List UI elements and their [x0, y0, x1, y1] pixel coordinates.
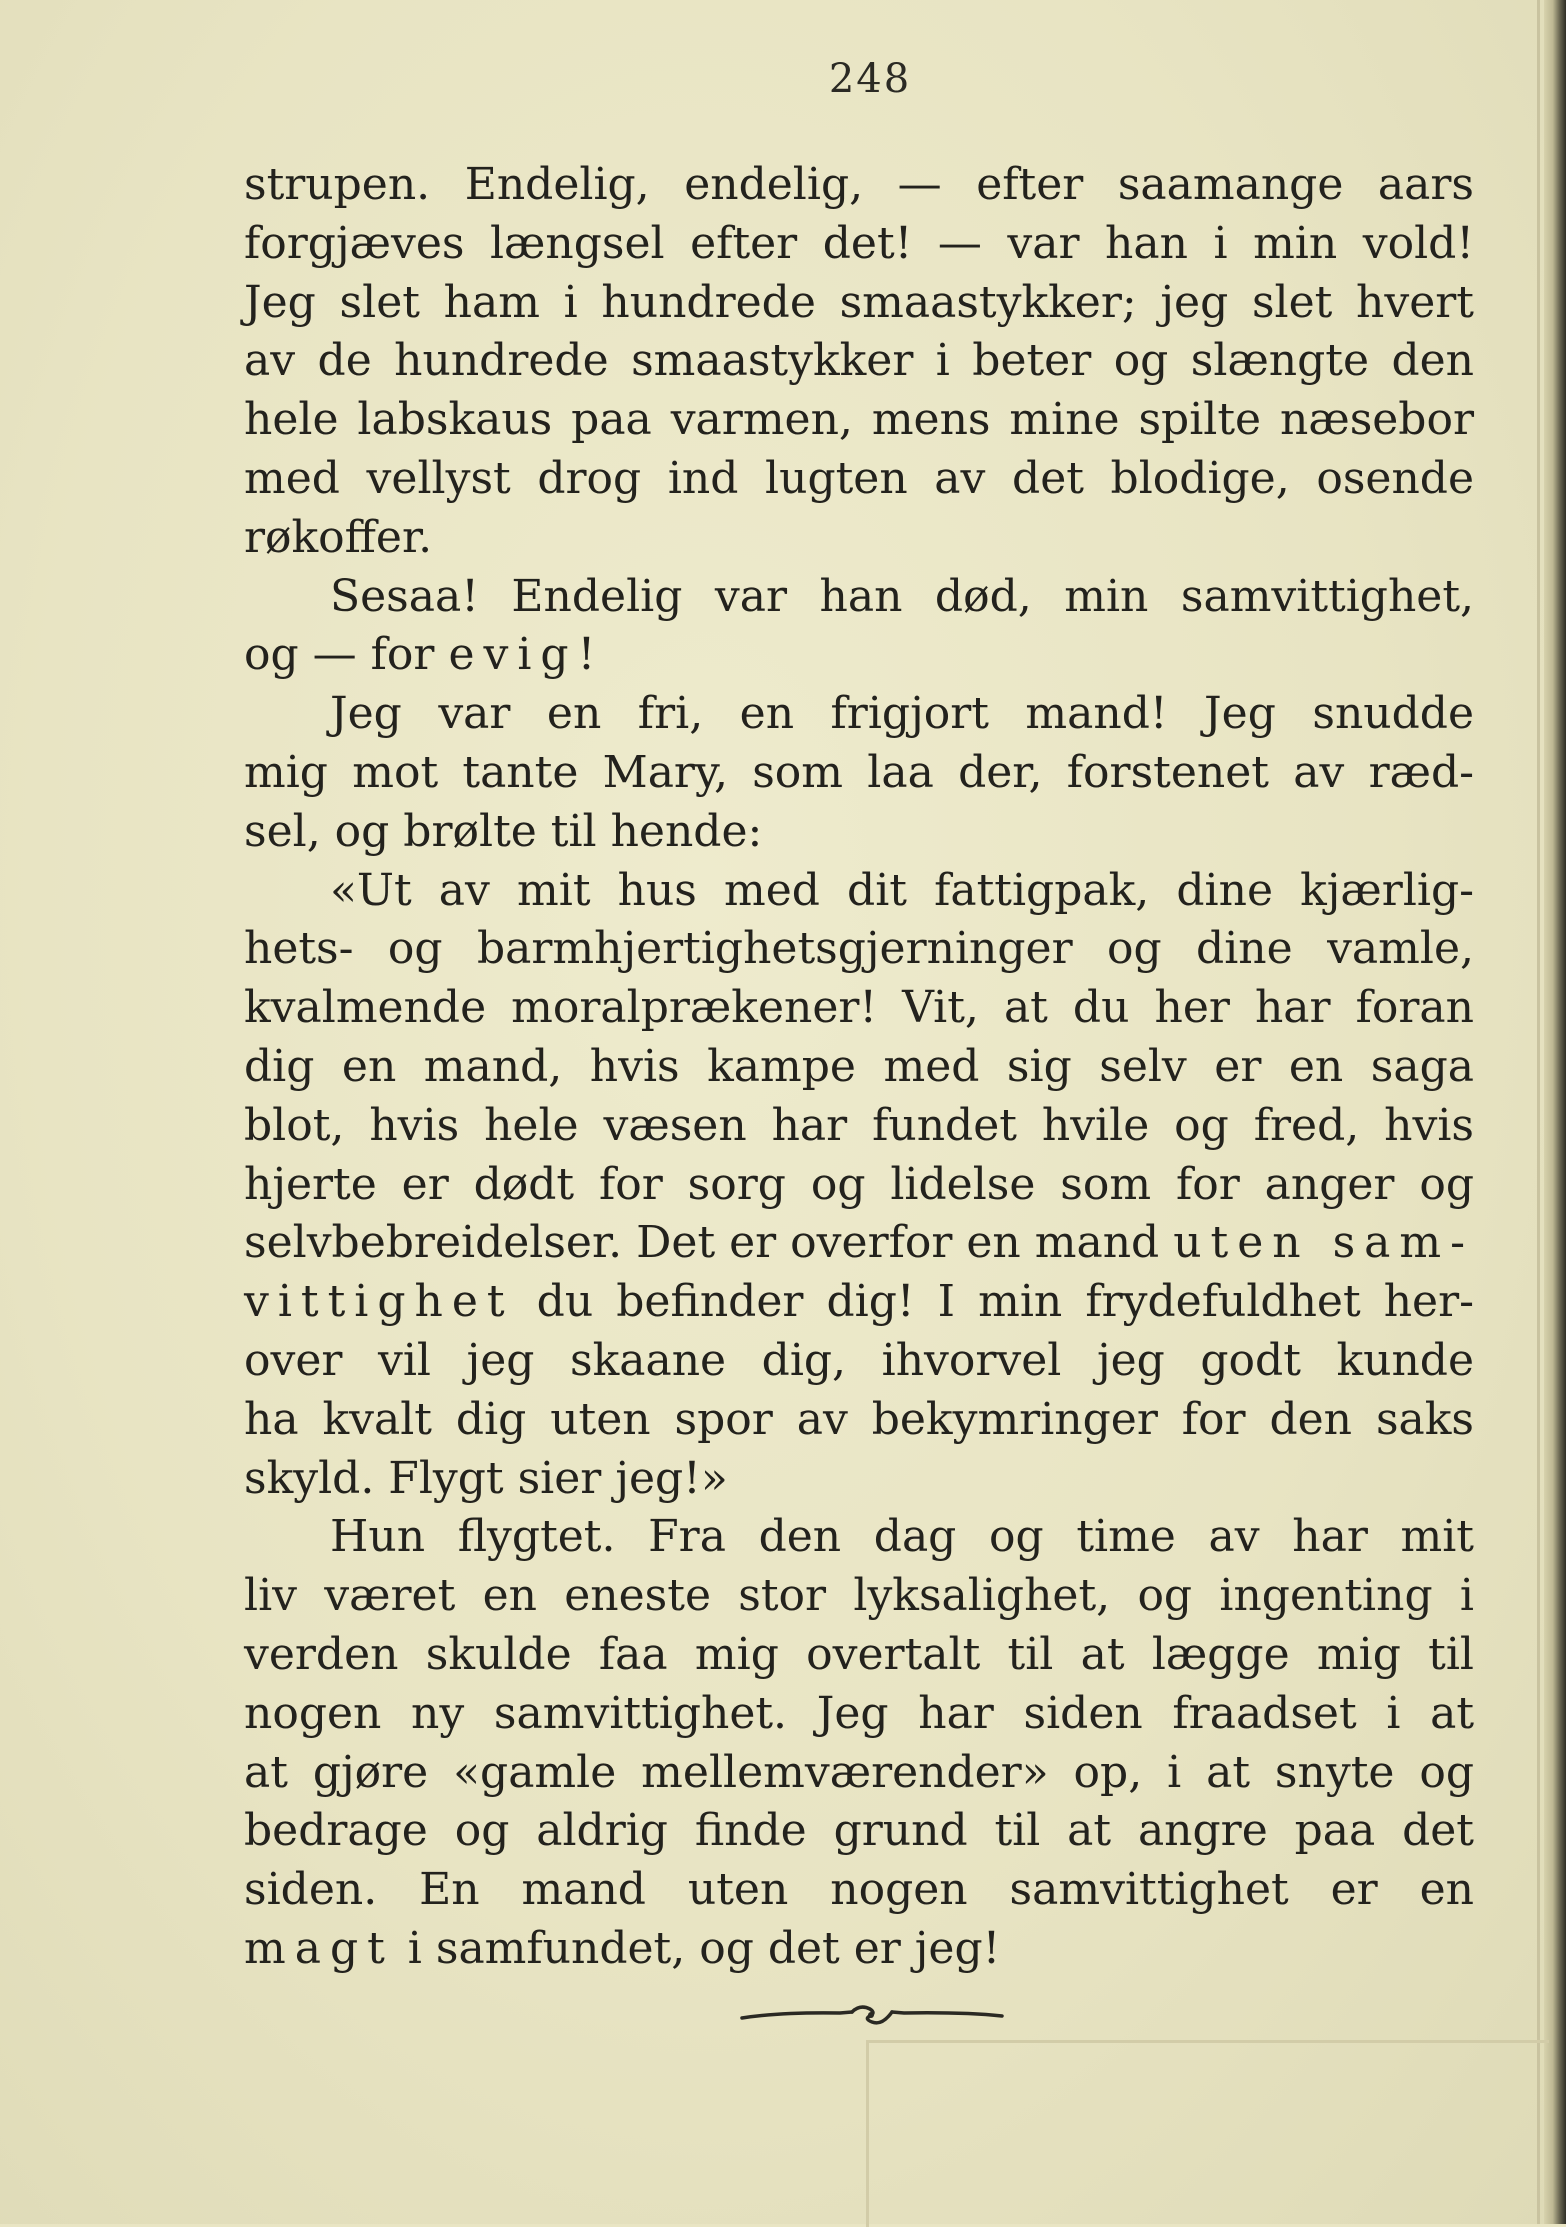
- text-line: [244, 1685, 1474, 1744]
- line-text: hjerte er dødt for sorg og lidelse som for anger og: [244, 1158, 1474, 1210]
- text-line: [244, 744, 1474, 803]
- line-text: hets- og barmhjertighetsgjerninger og dine vamle,: [244, 923, 1474, 975]
- underlying-page-edge: [866, 2040, 1549, 2227]
- line-text: !: [577, 629, 596, 681]
- text-line: [244, 685, 1474, 744]
- line-text: bedrage og aldrig finde grund til at angre paa det: [244, 1805, 1474, 1857]
- text-line: [244, 1097, 1474, 1156]
- text-line: [244, 979, 1474, 1038]
- line-text: dig en mand, hvis kampe med sig selv er en saga: [244, 1040, 1474, 1092]
- text-line: [244, 1744, 1474, 1803]
- line-text: forgjæves længsel efter det! — var han i min vold!: [244, 217, 1474, 269]
- text-line: [244, 1391, 1474, 1450]
- text-line: [244, 1567, 1474, 1626]
- line-text: «Ut av mit hus med dit fattigpak, dine kjærlig-: [330, 864, 1474, 916]
- text-line: [244, 1332, 1474, 1391]
- spaced-emphasis-text: magt: [244, 1922, 394, 1974]
- text-line: [244, 332, 1474, 391]
- line-text: Hun flygtet. Fra den dag og time av har mit: [330, 1511, 1474, 1563]
- line-text: med vellyst drog ind lugten av det blodige, osende: [244, 452, 1474, 504]
- line-text: av de hundrede smaastykker i beter og slængte den: [244, 335, 1474, 387]
- line-text: sel, og brølte til hende:: [244, 805, 763, 857]
- text-line: [244, 626, 1474, 685]
- text-line: [244, 450, 1474, 509]
- text-line: [244, 1038, 1474, 1097]
- text-line: [244, 274, 1474, 333]
- line-text: røkoffer.: [244, 511, 433, 563]
- text-line: [244, 156, 1474, 215]
- text-line: [244, 1156, 1474, 1215]
- line-text: Sesaa! Endelig var han død, min samvittighet,: [330, 570, 1474, 622]
- text-line: [244, 1450, 1474, 1509]
- book-spine-shadow: [1544, 0, 1566, 2224]
- text-line: [244, 1802, 1474, 1861]
- text-line: [244, 568, 1474, 627]
- text-line: [244, 1508, 1474, 1567]
- line-text: skyld. Flygt sier jeg!»: [244, 1452, 728, 1504]
- line-text: og — for: [244, 629, 449, 681]
- text-line: [244, 803, 1474, 862]
- tailpiece-ornament-icon: [740, 2000, 1004, 2030]
- line-text: du befinder dig! I min frydefuldhet her-: [513, 1276, 1474, 1328]
- line-text: Jeg var en fri, en frigjort mand! Jeg snudde: [330, 688, 1474, 740]
- line-text: over vil jeg skaane dig, ihvorvel jeg godt kunde: [244, 1334, 1474, 1386]
- line-text: strupen. Endelig, endelig, — efter saamange aars: [244, 159, 1474, 210]
- line-text: siden. En mand uten nogen samvittighet er en: [244, 1864, 1474, 1916]
- text-line: [244, 215, 1474, 274]
- line-text: liv været en eneste stor lyksalighet, og ingenting i: [244, 1570, 1474, 1622]
- line-text: nogen ny samvittighet. Jeg har siden fraadset i at: [244, 1687, 1474, 1739]
- text-line: [244, 391, 1474, 450]
- text-line: [244, 1214, 1474, 1273]
- line-text: hele labskaus paa varmen, mens mine spilte næsebor: [244, 394, 1474, 446]
- text-line: [244, 1861, 1474, 1920]
- page-edge-line: [1537, 0, 1540, 2224]
- line-text: selvbebreidelser. Det er overfor en mand: [244, 1217, 1174, 1269]
- line-text: at gjøre «gamle mellemværender» op, i at snyte og: [244, 1746, 1474, 1798]
- text-line: [244, 509, 1474, 568]
- line-text: blot, hvis hele væsen har fundet hvile og fred, hvis: [244, 1099, 1474, 1151]
- line-text: ha kvalt dig uten spor av bekymringer for den saks: [244, 1393, 1474, 1445]
- text-line: [244, 862, 1474, 921]
- spaced-emphasis-text: evig: [448, 629, 578, 681]
- page-number: 248: [828, 56, 912, 102]
- text-line: [244, 920, 1474, 979]
- text-line: [244, 1920, 1474, 1979]
- line-text: i samfundet, og det er jeg!: [393, 1922, 1001, 1974]
- spaced-emphasis-text: vittighet: [244, 1276, 514, 1328]
- line-text: kvalmende moralprækener! Vit, at du her har foran: [244, 982, 1474, 1034]
- line-text: mig mot tante Mary, som laa der, forstenet av ræd-: [244, 746, 1474, 798]
- spaced-emphasis-text: uten sam-: [1173, 1217, 1474, 1269]
- text-line: [244, 1626, 1474, 1685]
- line-text: Jeg slet ham i hundrede smaastykker; jeg slet hvert: [244, 276, 1474, 328]
- text-line: [244, 1273, 1474, 1332]
- line-text: verden skulde faa mig overtalt til at lægge mig til: [244, 1628, 1474, 1680]
- body-text: [244, 156, 1474, 1979]
